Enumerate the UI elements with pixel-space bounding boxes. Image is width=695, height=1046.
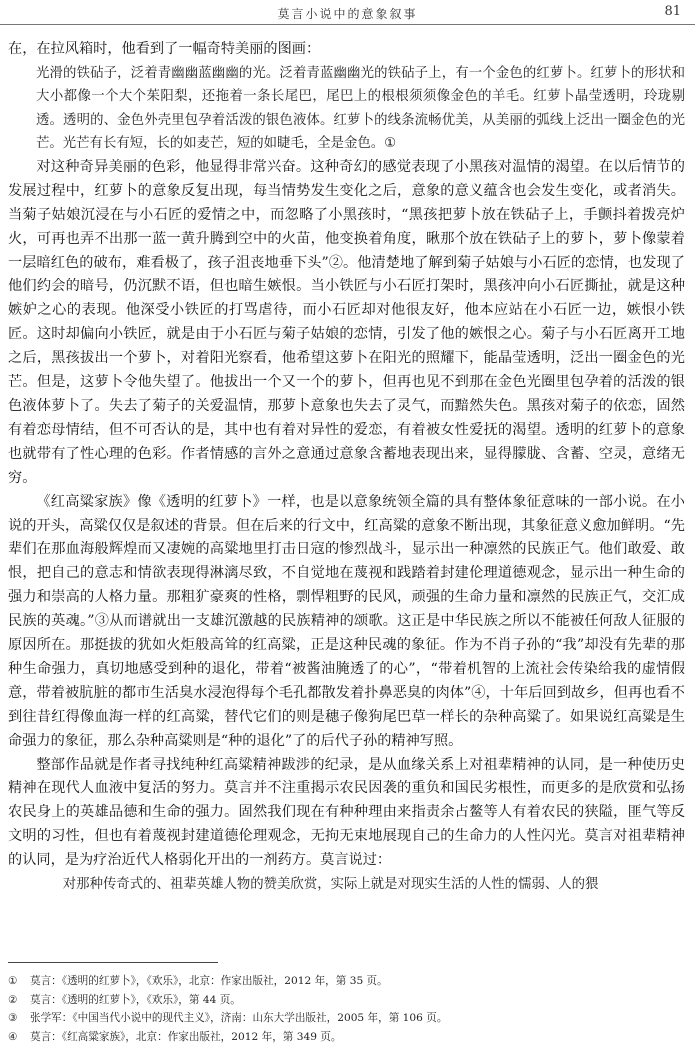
footnote	[8, 1009, 685, 1028]
footnote	[8, 991, 685, 1010]
paragraph: 整部作品就是作者寻找纯种红高粱精神跋涉的纪录，是从血缘关系上对祖辈精神的认同，是一种使历史精神在现代人血液中复活的努力。莫言并不注重揭示农民因袭的重负和国民劣根性，而更多的是欣赏和弘扬农民身上的英雄品德和生命的强力。固然我们现在有种种理由来指责余占鳌等人有着农民的狭隘，匪气等反文明的习性，但也有着蔑视封建道德伦理观念，无拘无束地展现自己的生命力的人性闪光。莫言对祖辈精神的认同，是为疗治近代人格弱化开出的一剂药方。莫言说过：	[8, 756, 685, 869]
footnote	[8, 1028, 685, 1046]
paragraph: 对这种奇异美丽的色彩，他显得非常兴奋。这种奇幻的感觉表现了小黑孩对温情的渴望。在以后情节的发展过程中，红萝卜的意象反复出现，每当情势发生变化之后，意象的意义蕴含也会发生变化，或者消失。当菊子姑娘沉浸在与小石匠的爱情之中，而忽略了小黑孩时，“黑孩把萝卜放在铁砧子上，手颤抖着拨亮炉火，可再也弄不出那一蓝一黄升腾到空中的火苗，他变换着角度，瞅那个放在铁砧子上的萝卜，萝卜像蒙着一层暗红色的破布，难看极了，孩子沮丧地垂下头”②。他清楚地了解到菊子姑娘与小石匠的恋情，也发现了他们约会的暗号，仍沉默不语，但也暗生嫉恨。当小铁匠与小石匠打架时，黑孩冲向小石匠撕扯，就是这种嫉妒之心的表现。他深受小铁匠的打骂虐待，而小石匠却对他很友好，他本应站在小石匠一边，嫉恨小铁匠。这时却偏向小铁匠，就是由于小石匠与菊子姑娘的恋情，引发了他的嫉恨之心。菊子与小石匠离开工地之后，黑孩拔出一个萝卜，对着阳光察看，他希望这萝卜在阳光的照耀下，能晶莹透明，泛出一圈金色的光芒。但是，这萝卜令他失望了。他拔出一个又一个的萝卜，但再也见不到那在金色光圈里包孕着的活泼的银色液体萝卜了。失去了菊子的关爱温情，那萝卜意象也失去了灵气，而黯然失色。黑孩对菊子的依恋，固然有着恋母情结，但不可否认的是，其中也有着对异性的爱恋，有着被女性爱抚的渴望。透明的红萝卜的意象也就带有了性心理的色彩。作者情感的言外之意通过意象含蓄地表现出来，显得朦胧、含蓄、空灵，意绪无穷。	[8, 158, 685, 486]
footnote-rule	[8, 962, 218, 963]
footnote-text: 张学军：《中国当代小说中的现代主义》，济南：山东大学出版社，2005 年，第 106 页。	[30, 1012, 448, 1024]
running-header	[0, 0, 695, 25]
footnote-number: ④	[8, 1030, 18, 1043]
footnotes	[8, 972, 685, 1046]
paragraph: 《红高粱家族》像《透明的红萝卜》一样，也是以意象统领全篇的具有整体象征意味的一部小说。在小说的开头，高粱仅仅是叙述的背景。但在后来的行文中，红高粱的意象不断出现，其象征意义愈加鲜明。“先辈们在那血海般辉煌而又凄婉的高粱地里打击日寇的惨烈战斗，显示出一种凛然的民族正气。他们敢爱、敢恨，把自己的意志和情欲表现得淋漓尽致，不自觉地在蔑视和践踏着封建伦理道德观念，显示出一种生命的强力和崇高的人格力量。那粗犷豪爽的性格，剽悍粗野的民风，顽强的生命力量和凛然的民族正气，交汇成民族的英魂。”③从而谱就出一支雄沉激越的民族精神的颂歌。这正是中华民族之所以不能被任何敌人征服的原因所在。那挺拔的犹如火炬般高耸的红高粱，正是这种民魂的象征。作为不肖子孙的“我”却没有先辈的那种生命强力，真切地感受到种的退化，带着“被酱油腌透了的心”，“带着机智的上流社会传染给我的虚情假意，带着被肮脏的都市生活臭水浸泡得每个毛孔都散发着扑鼻恶臭的肉体”④，十年后回到故乡，但再也看不到往昔红得像血海一样的红高粱，替代它们的则是穗子像狗尾巴草一样长的杂种高粱了。如果说红高粱是生命强力的象征，那么杂种高粱则是“种的退化”了的后代子孙的精神写照。	[8, 493, 685, 749]
footnote	[8, 972, 685, 991]
footnote-text: 莫言：《透明的红萝卜》，《欢乐》，第 44 页。	[30, 993, 241, 1006]
footnote-number: ②	[8, 993, 18, 1006]
page-number: 81	[664, 4, 681, 19]
paragraph-continuation: 在，在拉风箱时，他看到了一幅奇特美丽的图画：	[8, 41, 321, 57]
block-quote: 对那种传奇式的、祖辈英雄人物的赞美欣赏，实际上就是对现实生活的人性的懦弱、人的猥	[62, 877, 599, 893]
footnote-number: ③	[8, 1012, 18, 1024]
running-title: 莫言小说中的意象叙事	[277, 7, 418, 21]
footnote-text: 莫言：《透明的红萝卜》，《欢乐》，北京：作家出版社，2012 年，第 35 页。	[30, 975, 388, 987]
footnote-number: ①	[8, 975, 18, 987]
block-quote: 光滑的铁砧子，泛着青幽幽蓝幽幽的光。泛着青蓝幽幽光的铁砧子上，有一个金色的红萝卜。红萝卜的形状和大小都像一个大个茱阳梨，还拖着一条长尾巴，尾巴上的根根须须像金色的羊毛。红萝卜晶莹透明，玲珑剔透。透明的、金色外壳里包孕着活泼的银色液体。红萝卜的线条流畅优美，从美丽的弧线上泛出一圈金色的光芒。光芒有长有短，长的如麦芒，短的如睫毛，全是金色。①	[36, 65, 685, 152]
footnote-text: 莫言：《红高粱家族》，北京：作家出版社，2012 年，第 349 页。	[30, 1030, 342, 1043]
main-text	[8, 38, 685, 897]
